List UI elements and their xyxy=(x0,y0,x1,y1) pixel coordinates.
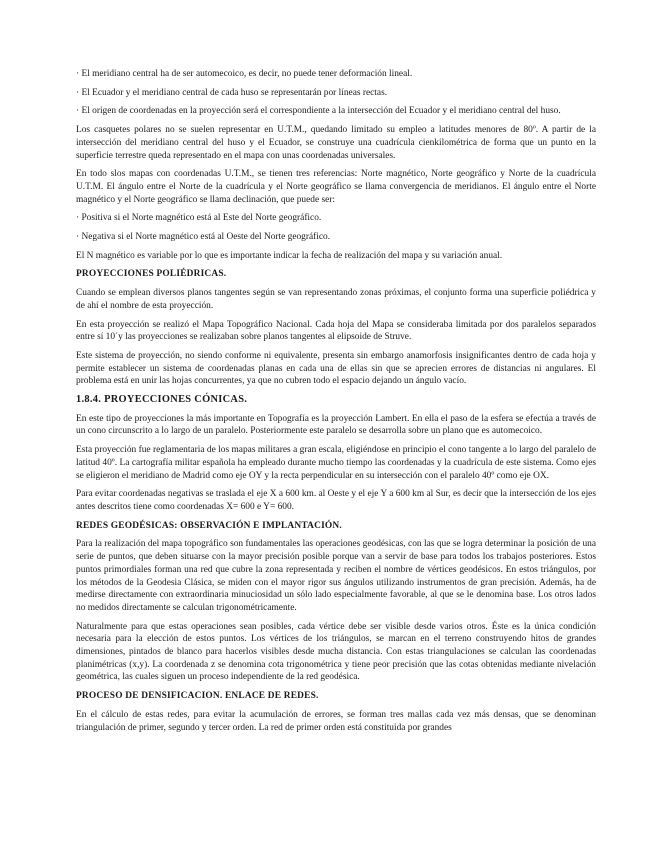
paragraph: · El origen de coordenadas en la proyección será el correspondiente a la intersección del Ecuador y el meridiano central del huso. xyxy=(76,106,561,117)
paragraph: En todo slos mapas con coordenadas U.T.M., se tienen tres referencias: Norte magnético, Norte geográfico y Norte de la cuadrícula U.T.M. El ángulo entre el Norte de la cuadrícula y el Norte geográfico se llama convergencia de meridianos. El ángulo entre el Norte magnético y el Norte geográfico se llama declinación, que puede ser: xyxy=(76,169,596,205)
document-page xyxy=(76,68,596,740)
paragraph: El N magnético es variable por lo que es importante indicar la fecha de realización del mapa y su variación anual. xyxy=(76,250,503,261)
paragraph: · El meridiano central ha de ser automecoico, es decir, no puede tener deformación lineal. xyxy=(76,69,413,79)
paragraph: Para evitar coordenadas negativas se traslada el eje X a 600 km. al Oeste y el eje Y a 600 km al Sur, es decir que la intersección de los ejes antes descritos tiene como coordenadas X= 600 e Y= 600. xyxy=(76,489,596,512)
section-heading: PROYECCIONES POLIÉDRICAS. xyxy=(76,269,227,280)
paragraph: Naturalmente para que estas operaciones sean posibles, cada vértice debe ser visible desde varios otros. Éste es la única condición necesaria para la elección de estos puntos. Los vértices de los triángulos, se marcan en el terreno construyendo hitos de grandes dimensiones, pintados de blanco para hacerlos visibles desde mucha distancia. Con estas triangulaciones se calculan las coordenadas planimétricas (x,y). La coordenada z se denomina cota trigonométrica y tiene peor precisión que las cotas obtenidas mediante nivelación geométrica, las cuales siguen un proceso independiente de la red geodésica. xyxy=(76,621,596,683)
paragraph: Para la realización del mapa topográfico son fundamentales las operaciones geodésicas, con las que se logra determinar la posición de una serie de puntos, que deben situarse con la mayor precisión posible porque van a servir de base para todos los trabajos posteriores. Estos puntos primordiales forman una red que cubre la zona representada y reciben el nombre de vértices geodésicos. En estos triángulos, por los métodos de la Geodesia Clásica, se miden con el mayor rigor sus ángulos utilizando instrumentos de gran precisión. Además, ha de medirse directamente con extraordinaria minuciosidad un sólo lado especialmente favorable, al que se le denomina base. Los otros lados no medidos directamente se calculan trigonométricamente. xyxy=(76,539,596,613)
paragraph: · Negativa si el Norte magnético está al Oeste del Norte geográfico. xyxy=(76,232,331,243)
paragraph: Cuando se emplean diversos planos tangentes según se van representando zonas próximas, el conjunto forma una superficie poliédrica y de ahí el nombre de esta proyección. xyxy=(76,288,596,311)
paragraph: En este tipo de proyecciones la más importante en Topografía es la proyección Lambert. En ella el paso de la esfera se efectúa a través de un cono circunscrito a lo largo de un paralelo. Posteriormente este paralelo se desarrolla sobre un plano que es automecoico. xyxy=(76,413,596,437)
paragraph: Esta proyección fue reglamentaria de los mapas militares a gran escala, eligiéndose en principio el cono tangente a lo largo del paralelo de latitud 40º. La cartografía militar española ha empleado durante mucho tiempo las coordenadas y la cuadrícula de este sistema. Como ejes se eligieron el meridiano de Madrid como eje OY y la recta perpendicular en su intersección con el paralelo 40º como eje OX. xyxy=(76,445,596,481)
section-heading: PROCESO DE DENSIFICACION. ENLACE DE REDES. xyxy=(76,691,319,702)
paragraph: Este sistema de proyección, no siendo conforme ni equivalente, presenta sin embargo anamorfosis insignificantes dentro de cada hoja y permite establecer un sistema de coordenadas planas en cada una de ellas sin que se aprecien errores de distancias ni angulares. El problema está en unir las hojas concurrentes, ya que no cubren todo el espacio dejando un ángulo vacío. xyxy=(76,350,596,387)
paragraph: · El Ecuador y el meridiano central de cada huso se representarán por líneas rectas. xyxy=(76,87,388,98)
section-heading: REDES GEODÉSICAS: OBSERVACIÓN E IMPLANTACIÓN. xyxy=(76,520,342,531)
section-heading: 1.8.4. PROYECCIONES CÓNICAS. xyxy=(76,394,248,406)
paragraph: En esta proyección se realizó el Mapa Topográfico Nacional. Cada hoja del Mapa se consideraba limitada por dos paralelos separados entre sí 10´y las proyecciones se realizaban sobre planos tangentes al elipsoide de Struve. xyxy=(76,319,596,343)
paragraph: Los casquetes polares no se suelen representar en U.T.M., quedando limitado su empleo a latitudes menores de 80º. A partir de la intersección del meridiano central del huso y el Ecuador, se construye una cuadrícula cienkilométrica de forma que un punto en la superficie terrestre queda representado en el mapa con unas coordenadas universales. xyxy=(76,125,596,161)
paragraph: En el cálculo de estas redes, para evitar la acumulación de errores, se forman tres mallas cada vez más densas, que se denominan triangulación de primer, segundo y tercer orden. La red de primer orden está constituida por grandes xyxy=(76,709,596,733)
paragraph: · Positiva si el Norte magnético está al Este del Norte geográfico. xyxy=(76,213,322,224)
